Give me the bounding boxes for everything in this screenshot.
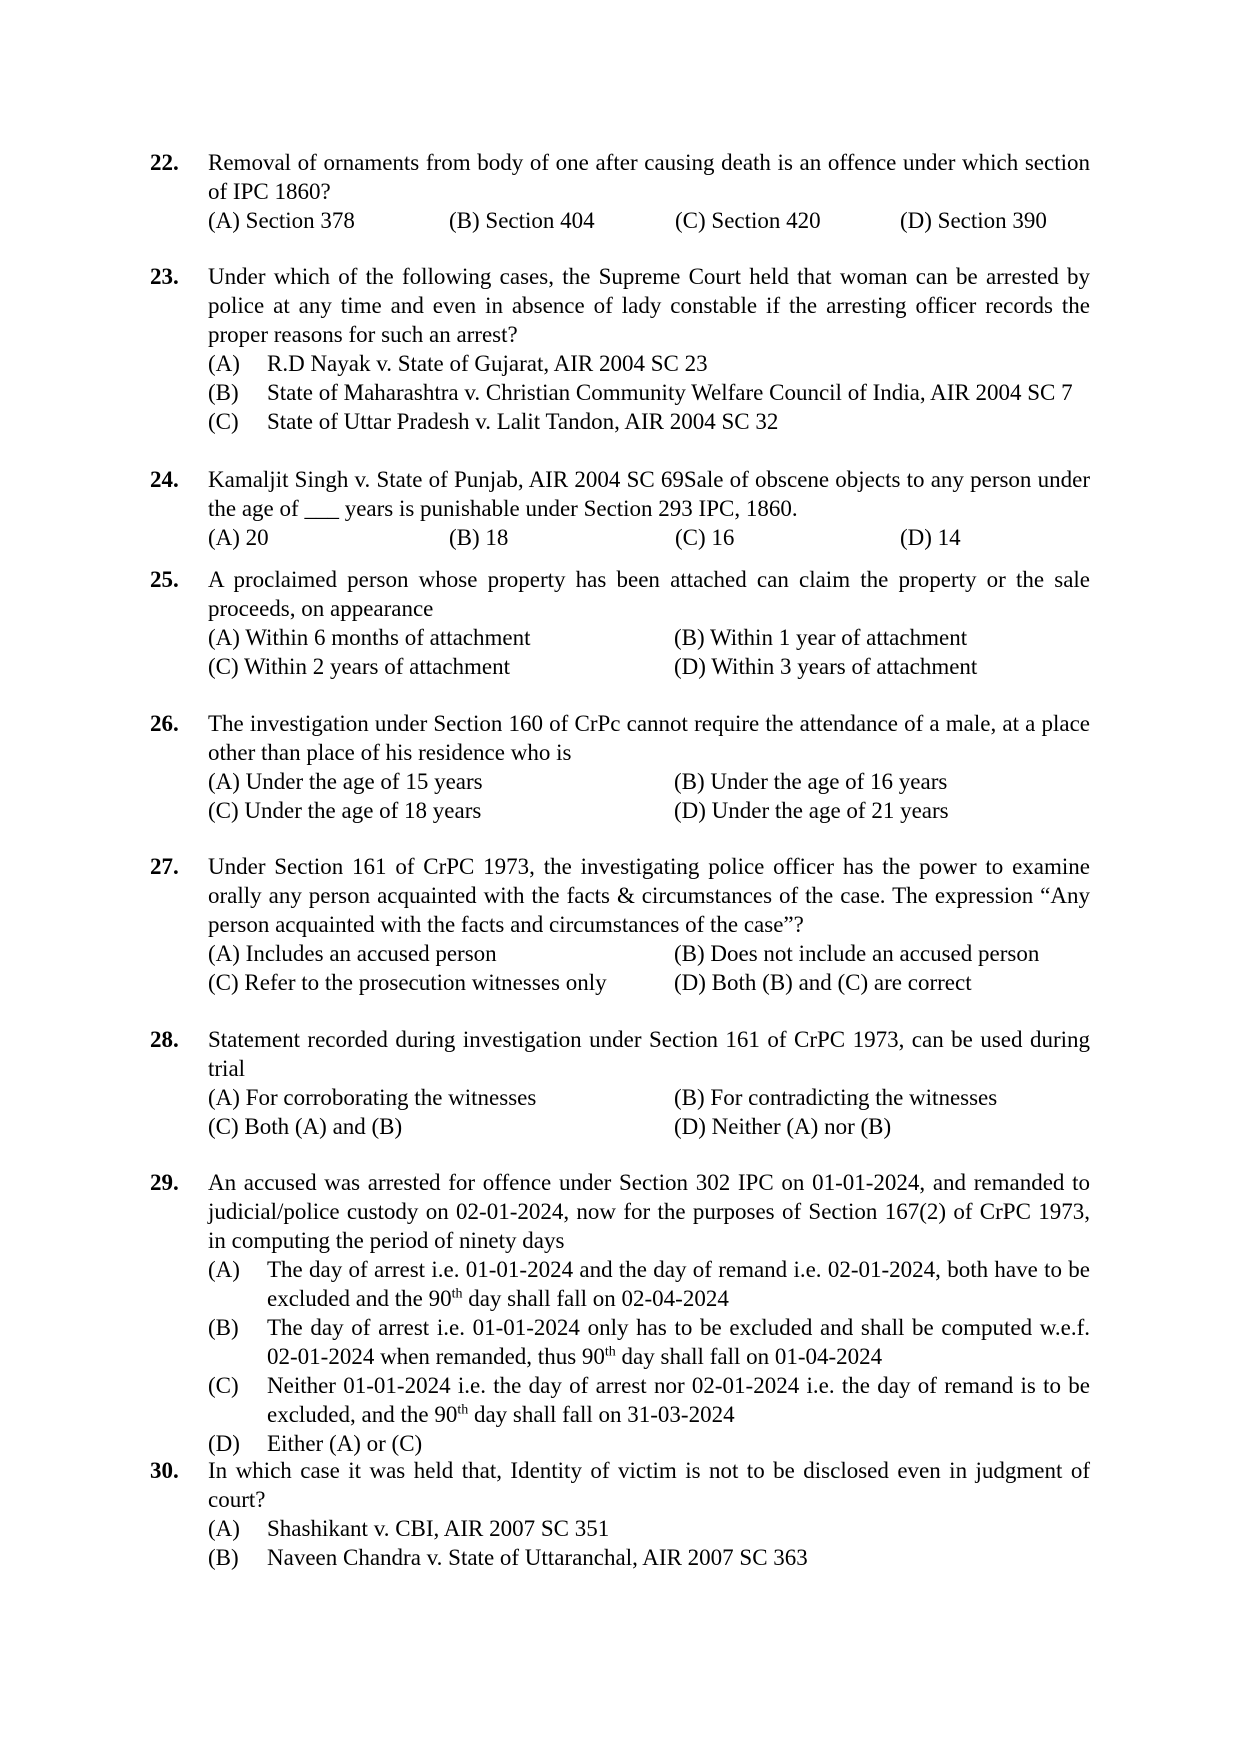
option-c: (C) Section 420: [675, 208, 821, 233]
question-number: 29.: [150, 1170, 179, 1195]
option-label: (D): [208, 1431, 240, 1456]
option-label: (A): [208, 351, 240, 376]
option-a: (A) Within 6 months of attachment: [208, 625, 531, 650]
option-b: (B) 18: [449, 525, 509, 550]
option-b: (B) Within 1 year of attachment: [674, 625, 968, 650]
option-d: (D) Section 390: [900, 208, 1047, 233]
option-a: (A) Includes an accused person: [208, 941, 497, 966]
option-label: (B): [208, 380, 239, 405]
option-b: (B) Section 404: [449, 208, 595, 233]
option-label: (B): [208, 1545, 239, 1570]
question-22: [150, 148, 1090, 235]
option-a: (A) Under the age of 15 years: [208, 769, 483, 794]
question-text: The investigation under Section 160 of CrPc cannot require the attendance of a male, at a place other than place of his residence who is: [208, 711, 1090, 765]
option-a: [208, 1514, 1090, 1543]
question-23: [150, 262, 1090, 436]
option-b: (B) For contradicting the witnesses: [674, 1085, 998, 1110]
option-text-post: day shall fall on 02-04-2024: [462, 1286, 729, 1311]
option-label: (C): [208, 409, 239, 434]
option-text: [267, 1371, 1090, 1429]
question-text: An accused was arrested for offence under Section 302 IPC on 01-01-2024, and remanded to judicial/police custody on 02-01-2024, now for the purposes of Section 167(2) of CrPC 1973, in computing the period of ninety days: [208, 1170, 1090, 1253]
option-text-pre: The day of arrest i.e. 01-01-2024 and the day of remand i.e. 02-01-2024, both have to be excluded and the 90: [267, 1257, 1090, 1311]
option-c: [208, 1371, 1090, 1429]
question-28: [150, 1025, 1090, 1141]
option-b: (B) Does not include an accused person: [674, 941, 1040, 966]
question-number: 28.: [150, 1027, 179, 1052]
option-d: (D) Neither (A) nor (B): [674, 1114, 892, 1139]
option-label: (A): [208, 1257, 240, 1282]
ordinal-suffix: th: [457, 1402, 469, 1418]
option-a: (A) For corroborating the witnesses: [208, 1085, 537, 1110]
option-d: (D) Both (B) and (C) are correct: [674, 970, 972, 995]
question-text: Under Section 161 of CrPC 1973, the investigating police officer has the power to examine orally any person acquainted with the facts & circumstances of the case. The expression “Any person acquainted with the facts and circumstances of the case”?: [208, 854, 1090, 937]
question-number: 30.: [150, 1458, 179, 1483]
option-c: (C) Within 2 years of attachment: [208, 654, 511, 679]
question-text-after: years is punishable under Section 293 IPC, 1860.: [338, 496, 798, 521]
option-a: [208, 349, 1090, 378]
option-b: (B) Under the age of 16 years: [674, 769, 948, 794]
option-a: [208, 1255, 1090, 1313]
option-text-pre: Neither 01-01-2024 i.e. the day of arrest nor 02-01-2024 i.e. the day of remand is to be excluded, and the 90: [267, 1373, 1090, 1427]
option-d: (D) Within 3 years of attachment: [674, 654, 978, 679]
question-29: [150, 1168, 1090, 1458]
option-d: [208, 1429, 1090, 1458]
options-grid: [208, 939, 1090, 997]
question-24: [150, 465, 1090, 552]
question-text: Removal of ornaments from body of one after causing death is an offence under which section of IPC 1860?: [208, 150, 1090, 204]
options-row: [208, 523, 1090, 552]
options-grid: [208, 623, 1090, 681]
question-text: Under which of the following cases, the Supreme Court held that woman can be arrested by police at any time and even in absence of lady constable if the arresting officer records the proper reasons for such an arrest?: [208, 264, 1090, 347]
question-number: 26.: [150, 711, 179, 736]
option-d: (D) Under the age of 21 years: [674, 798, 949, 823]
option-text: R.D Nayak v. State of Gujarat, AIR 2004 SC 23: [267, 351, 708, 376]
question-number: 22.: [150, 150, 179, 175]
ordinal-suffix: th: [604, 1344, 616, 1360]
question-text: In which case it was held that, Identity of victim is not to be disclosed even in judgment of court?: [208, 1458, 1090, 1512]
ordinal-suffix: th: [451, 1286, 463, 1302]
option-text: [267, 1255, 1090, 1313]
question-number: 25.: [150, 567, 179, 592]
option-text: State of Maharashtra v. Christian Community Welfare Council of India, AIR 2004 SC 7: [267, 380, 1073, 405]
option-b: [208, 1543, 1090, 1572]
option-text: Naveen Chandra v. State of Uttaranchal, AIR 2007 SC 363: [267, 1545, 808, 1570]
answer-blank: ___: [304, 496, 339, 521]
option-text: Shashikant v. CBI, AIR 2007 SC 351: [267, 1516, 610, 1541]
question-30: [150, 1456, 1090, 1572]
option-c: (C) Refer to the prosecution witnesses only: [208, 970, 607, 995]
option-a: (A) 20: [208, 525, 269, 550]
option-c: (C) Under the age of 18 years: [208, 798, 482, 823]
question-text: [208, 465, 1090, 523]
option-d: (D) 14: [900, 525, 961, 550]
option-text-post: day shall fall on 31-03-2024: [468, 1402, 735, 1427]
options-grid: [208, 1083, 1090, 1141]
question-text-before: Kamaljit Singh v. State of Punjab, AIR 2004 SC 69Sale of obscene objects to any person under the age of: [208, 467, 1090, 521]
option-c: [208, 407, 1090, 436]
question-number: 23.: [150, 264, 179, 289]
option-label: (A): [208, 1516, 240, 1541]
options-grid: [208, 767, 1090, 825]
option-b: [208, 1313, 1090, 1371]
question-25: [150, 565, 1090, 681]
question-number: 27.: [150, 854, 179, 879]
option-text: [267, 1313, 1090, 1371]
option-a: (A) Section 378: [208, 208, 355, 233]
option-text-post: day shall fall on 01-04-2024: [615, 1344, 883, 1369]
option-label: (C): [208, 1373, 239, 1398]
option-b: [208, 378, 1090, 407]
option-text-pre: The day of arrest i.e. 01-01-2024 only has to be excluded and shall be computed w.e.f. 02-01-2024 when remanded, thus 90: [267, 1315, 1090, 1369]
option-c: (C) Both (A) and (B): [208, 1114, 403, 1139]
option-label: (B): [208, 1315, 239, 1340]
question-text: Statement recorded during investigation under Section 161 of CrPC 1973, can be used during trial: [208, 1027, 1090, 1081]
question-number: 24.: [150, 467, 179, 492]
option-text: State of Uttar Pradesh v. Lalit Tandon, AIR 2004 SC 32: [267, 409, 779, 434]
options-row: [208, 206, 1090, 235]
question-26: [150, 709, 1090, 825]
question-27: [150, 852, 1090, 997]
option-text: Either (A) or (C): [267, 1431, 423, 1456]
question-text: A proclaimed person whose property has been attached can claim the property or the sale proceeds, on appearance: [208, 567, 1090, 621]
option-c: (C) 16: [675, 525, 735, 550]
